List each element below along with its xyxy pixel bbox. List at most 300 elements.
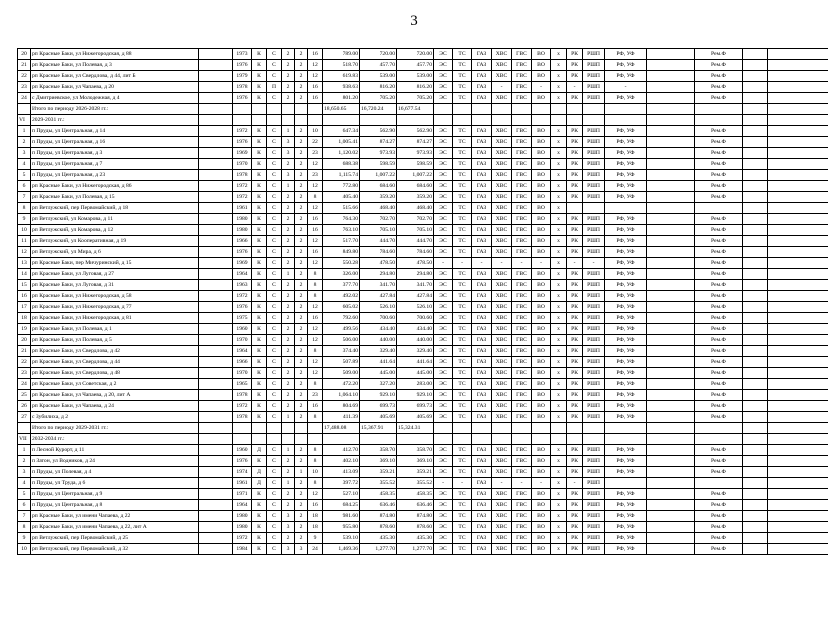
table-cell: ЭС — [434, 346, 453, 357]
table-cell: 3 — [282, 170, 295, 181]
table-cell: 2 — [295, 291, 308, 302]
table-cell: ХВС — [492, 313, 512, 324]
table-cell: ХВС — [492, 236, 512, 247]
table-cell — [647, 258, 695, 269]
table-cell: ТС — [453, 170, 472, 181]
table-cell: 457.70 — [360, 60, 397, 71]
table-cell: Д — [252, 478, 267, 489]
table-cell: ХВС — [492, 280, 512, 291]
table-cell: ГВС — [512, 324, 532, 335]
table-cell: 413.09 — [323, 467, 360, 478]
table-cell: К — [252, 126, 267, 137]
table-cell: ТС — [453, 544, 472, 555]
table-cell: РФ, УФ — [605, 247, 647, 258]
table-cell — [199, 60, 233, 71]
table-cell: 2 — [282, 390, 295, 401]
table-cell: ГАЗ — [472, 412, 492, 423]
table-row — [18, 522, 828, 533]
table-cell: РШП — [583, 137, 605, 148]
table-cell: 24 — [18, 93, 31, 104]
table-cell: ХВС — [492, 390, 512, 401]
table-cell: 434.40 — [360, 324, 397, 335]
address-cell: рп Красные Баки, ул Нижегородская, д 77 — [31, 302, 199, 313]
table-cell: РШП — [583, 181, 605, 192]
table-cell: Рем.Ф — [695, 467, 743, 478]
address-cell: с Дмитриевское, ул Молодежная, д 4 — [31, 93, 199, 104]
table-cell — [647, 445, 695, 456]
table-cell: 700.60 — [360, 313, 397, 324]
table-cell: 16 — [308, 82, 323, 93]
table-cell: Рем.Ф — [695, 489, 743, 500]
table-cell: К — [252, 357, 267, 368]
table-cell: ТС — [453, 49, 472, 60]
period-total-value: 15,367.91 — [360, 423, 397, 434]
table-cell: ВО — [532, 522, 551, 533]
table-cell: ГВС — [512, 291, 532, 302]
address-cell: п Пруды, ул Центральная, д 8 — [31, 500, 199, 511]
table-cell — [199, 511, 233, 522]
table-cell: 8 — [308, 456, 323, 467]
table-cell: К — [252, 302, 267, 313]
table-cell: 705.10 — [397, 225, 434, 236]
table-cell: 16 — [18, 291, 31, 302]
table-cell: 1961 — [233, 478, 252, 489]
table-cell: РФ, УФ — [605, 60, 647, 71]
address-cell: п Пруды, ул Труда, д 6 — [31, 478, 199, 489]
table-cell: х — [551, 500, 567, 511]
table-cell: 24 — [18, 379, 31, 390]
table-cell: РШП — [583, 467, 605, 478]
table-cell: С — [267, 192, 282, 203]
table-cell: ВО — [532, 456, 551, 467]
table-cell: 10 — [308, 467, 323, 478]
table-cell — [647, 181, 695, 192]
table-cell: 1971 — [233, 489, 252, 500]
table-cell: ГАЗ — [472, 225, 492, 236]
table-cell: ГАЗ — [472, 313, 492, 324]
table-cell: С — [267, 533, 282, 544]
table-cell: ГАЗ — [472, 137, 492, 148]
table-cell: 562.90 — [360, 126, 397, 137]
table-cell: РШП — [583, 357, 605, 368]
table-cell: ЭС — [434, 412, 453, 423]
table-cell: 1 — [282, 181, 295, 192]
table-row — [18, 467, 828, 478]
table-cell: 20 — [18, 49, 31, 60]
table-cell: 22 — [18, 71, 31, 82]
table-cell: С — [267, 467, 282, 478]
table-cell: ХВС — [492, 379, 512, 390]
table-cell: 702.70 — [360, 214, 397, 225]
table-cell: 874.27 — [360, 137, 397, 148]
table-cell: ЭС — [434, 137, 453, 148]
table-cell: ВО — [532, 346, 551, 357]
table-cell: Рем.Ф — [695, 412, 743, 423]
address-cell: рп Ветлужский, ул Кооперативная, д 19 — [31, 236, 199, 247]
table-cell: 5 — [18, 489, 31, 500]
table-cell: ХВС — [492, 445, 512, 456]
table-cell: 2 — [295, 247, 308, 258]
table-cell: ВО — [532, 247, 551, 258]
table-cell: С — [267, 159, 282, 170]
table-cell: 784.60 — [360, 247, 397, 258]
table-row — [18, 357, 828, 368]
table-cell: ВО — [532, 390, 551, 401]
table-cell: Рем.Ф — [695, 60, 743, 71]
table-cell: ГВС — [512, 456, 532, 467]
table-cell: ГВС — [512, 412, 532, 423]
table-cell: ТС — [453, 203, 472, 214]
table-cell: ЭС — [434, 390, 453, 401]
table-cell — [199, 445, 233, 456]
table-cell: 874.27 — [397, 137, 434, 148]
table-cell: - — [567, 82, 583, 93]
table-cell: ТС — [453, 126, 472, 137]
table-cell: 1964 — [233, 269, 252, 280]
table-cell: х — [551, 181, 567, 192]
table-cell: х — [551, 247, 567, 258]
table-cell: РК — [567, 467, 583, 478]
table-cell: 2 — [295, 313, 308, 324]
table-cell: ХВС — [492, 203, 512, 214]
table-cell — [567, 203, 583, 214]
table-cell: 2 — [282, 214, 295, 225]
table-cell: РК — [567, 401, 583, 412]
period-total-row — [18, 104, 828, 115]
table-cell: 1969 — [233, 258, 252, 269]
table-cell: 6 — [18, 500, 31, 511]
table-cell: ГАЗ — [472, 335, 492, 346]
table-cell: Рем.Ф — [695, 544, 743, 555]
table-cell — [647, 412, 695, 423]
table-cell: 2 — [282, 401, 295, 412]
table-cell: 2 — [295, 401, 308, 412]
period-total-value: 18,650.65 — [323, 104, 360, 115]
table-cell: 2 — [282, 203, 295, 214]
table-cell: 440.00 — [360, 335, 397, 346]
table-cell: ВО — [532, 412, 551, 423]
table-cell: Рем.Ф — [695, 49, 743, 60]
table-cell: 1978 — [233, 390, 252, 401]
table-cell: 1964 — [233, 346, 252, 357]
table-cell: 8 — [308, 280, 323, 291]
table-cell: 1976 — [233, 456, 252, 467]
table-row — [18, 456, 828, 467]
table-cell: ЭС — [434, 71, 453, 82]
table-cell: 9 — [18, 214, 31, 225]
table-cell: 1980 — [233, 522, 252, 533]
table-cell: 12 — [308, 71, 323, 82]
table-cell: х — [551, 93, 567, 104]
table-cell: РК — [567, 533, 583, 544]
table-cell: ГАЗ — [472, 456, 492, 467]
table-cell: РК — [567, 214, 583, 225]
table-cell — [199, 489, 233, 500]
table-cell: К — [252, 49, 267, 60]
table-cell: ХВС — [492, 269, 512, 280]
table-cell: 3 — [295, 544, 308, 555]
table-cell: ГАЗ — [472, 379, 492, 390]
table-cell: 688.38 — [323, 159, 360, 170]
table-cell — [647, 71, 695, 82]
table-row — [18, 412, 828, 423]
table-cell: РК — [567, 412, 583, 423]
table-cell: 2 — [282, 533, 295, 544]
table-cell: 2 — [295, 203, 308, 214]
table-cell: ЭС — [434, 445, 453, 456]
table-cell: ХВС — [492, 60, 512, 71]
table-cell: 427.84 — [360, 291, 397, 302]
table-cell: К — [252, 335, 267, 346]
table-cell: ГАЗ — [472, 203, 492, 214]
table-cell: С — [267, 148, 282, 159]
table-cell: 2 — [295, 280, 308, 291]
table-cell: 341.70 — [360, 280, 397, 291]
table-cell: 1,469.36 — [323, 544, 360, 555]
table-cell: 506.00 — [323, 335, 360, 346]
table-cell: ХВС — [492, 456, 512, 467]
table-cell: ЭС — [434, 291, 453, 302]
table-cell: РФ, УФ — [605, 445, 647, 456]
table-cell: 2 — [295, 445, 308, 456]
table-cell: Рем.Ф — [695, 346, 743, 357]
address-cell: рп Красные Баки, ул Полевая, д 15 — [31, 192, 199, 203]
table-cell: ГАЗ — [472, 368, 492, 379]
table-cell: ГВС — [512, 368, 532, 379]
table-cell — [199, 148, 233, 159]
table-cell: РШП — [583, 335, 605, 346]
table-cell — [647, 324, 695, 335]
table-cell: Рем.Ф — [695, 280, 743, 291]
table-cell — [605, 478, 647, 489]
table-cell: РК — [567, 60, 583, 71]
table-cell: Рем.Ф — [695, 456, 743, 467]
table-cell: ТС — [453, 137, 472, 148]
table-row — [18, 500, 828, 511]
table-row — [18, 379, 828, 390]
table-cell: Рем.Ф — [695, 522, 743, 533]
table-cell: х — [551, 291, 567, 302]
table-cell — [199, 544, 233, 555]
table-cell: К — [252, 203, 267, 214]
table-cell: 445.00 — [397, 368, 434, 379]
table-cell: х — [551, 346, 567, 357]
table-cell: РК — [567, 137, 583, 148]
table-cell: х — [551, 137, 567, 148]
table-cell: РФ, УФ — [605, 137, 647, 148]
table-cell: С — [267, 368, 282, 379]
table-cell: х — [551, 170, 567, 181]
table-cell: - — [453, 478, 472, 489]
table-row — [18, 214, 828, 225]
table-row — [18, 225, 828, 236]
period-section-row — [18, 434, 828, 445]
table-cell: ВО — [532, 148, 551, 159]
address-cell: рп Красные Баки, ул Чапаева, д 24 — [31, 401, 199, 412]
table-cell: Д — [252, 445, 267, 456]
table-cell: х — [551, 236, 567, 247]
table-cell: ЭС — [434, 280, 453, 291]
table-cell: 636.46 — [360, 500, 397, 511]
section-number: VI — [18, 115, 31, 126]
table-cell — [605, 203, 647, 214]
table-cell: - — [583, 258, 605, 269]
table-cell: Рем.Ф — [695, 247, 743, 258]
table-cell: РК — [567, 313, 583, 324]
table-cell: ГАЗ — [472, 181, 492, 192]
table-cell: 374.40 — [323, 346, 360, 357]
table-cell: ТС — [453, 60, 472, 71]
table-row — [18, 445, 828, 456]
table-cell: Рем.Ф — [695, 324, 743, 335]
table-cell: х — [551, 258, 567, 269]
table-cell: РК — [567, 181, 583, 192]
table-cell: РФ, УФ — [605, 401, 647, 412]
table-cell: РШП — [583, 346, 605, 357]
table-cell: Рем.Ф — [695, 71, 743, 82]
table-cell: К — [252, 456, 267, 467]
table-cell — [647, 500, 695, 511]
table-cell: ВО — [532, 335, 551, 346]
period-total-row — [18, 423, 828, 434]
address-cell: рп Красные Баки, ул Чапаева, д 20, лит А — [31, 390, 199, 401]
table-cell: 355.52 — [360, 478, 397, 489]
table-cell: ЭС — [434, 335, 453, 346]
table-cell: 8 — [308, 291, 323, 302]
table-cell: 929.10 — [360, 390, 397, 401]
table-cell: ВО — [532, 49, 551, 60]
table-cell: РШП — [583, 269, 605, 280]
table-cell: ГВС — [512, 357, 532, 368]
address-cell: п Пруды, ул Центральная, д 9 — [31, 489, 199, 500]
table-cell — [647, 236, 695, 247]
table-cell: 1976 — [233, 137, 252, 148]
table-cell: РК — [567, 335, 583, 346]
table-cell: ГАЗ — [472, 148, 492, 159]
table-cell: К — [252, 236, 267, 247]
table-cell: ГАЗ — [472, 302, 492, 313]
table-cell: Рем.Ф — [695, 170, 743, 181]
table-cell: К — [252, 313, 267, 324]
table-cell: 1 — [18, 126, 31, 137]
table-cell: РШП — [583, 511, 605, 522]
table-cell: 784.60 — [397, 247, 434, 258]
table-cell: х — [551, 126, 567, 137]
table-cell: 720.00 — [397, 49, 434, 60]
table-cell: РШП — [583, 214, 605, 225]
table-cell: х — [551, 82, 567, 93]
table-cell: ТС — [453, 390, 472, 401]
table-cell — [647, 313, 695, 324]
table-cell: х — [551, 159, 567, 170]
table-cell: РФ, УФ — [605, 522, 647, 533]
address-cell: рп Красные Баки, ул Нижегородская, д 81 — [31, 313, 199, 324]
table-cell: ВО — [532, 313, 551, 324]
table-cell: ГВС — [512, 192, 532, 203]
table-cell: 445.00 — [360, 368, 397, 379]
table-cell: 2 — [295, 137, 308, 148]
table-cell: 478.50 — [397, 258, 434, 269]
table-cell: 329.40 — [397, 346, 434, 357]
table-cell: 2 — [282, 489, 295, 500]
table-cell: РШП — [583, 544, 605, 555]
table-cell: х — [551, 313, 567, 324]
table-cell: ХВС — [492, 49, 512, 60]
table-cell: ГАЗ — [472, 445, 492, 456]
table-cell: ХВС — [492, 357, 512, 368]
table-row — [18, 544, 828, 555]
table-cell — [199, 412, 233, 423]
address-cell: рп Красные Баки, ул Нижегородская, д 88 — [31, 49, 199, 60]
table-cell: ТС — [453, 357, 472, 368]
table-cell: С — [267, 324, 282, 335]
table-cell: 397.72 — [323, 478, 360, 489]
table-cell: ГВС — [512, 181, 532, 192]
table-cell: Рем.Ф — [695, 258, 743, 269]
table-cell: РК — [567, 93, 583, 104]
table-cell: ВО — [532, 60, 551, 71]
table-cell: К — [252, 324, 267, 335]
table-cell: 2 — [295, 49, 308, 60]
table-cell: 23 — [18, 368, 31, 379]
table-cell: ВО — [532, 181, 551, 192]
table-cell: ГАЗ — [472, 170, 492, 181]
table-cell: К — [252, 93, 267, 104]
table-cell: РФ, УФ — [605, 148, 647, 159]
table-cell: ЭС — [434, 170, 453, 181]
table-cell: К — [252, 181, 267, 192]
table-cell: 377.70 — [323, 280, 360, 291]
table-cell: х — [551, 445, 567, 456]
table-cell: РШП — [583, 478, 605, 489]
table-cell: 1,277.70 — [360, 544, 397, 555]
table-cell: 16 — [308, 225, 323, 236]
table-row — [18, 170, 828, 181]
table-cell: ВО — [532, 126, 551, 137]
table-cell: ГВС — [512, 313, 532, 324]
table-cell: РФ, УФ — [605, 181, 647, 192]
table-cell: РФ, УФ — [605, 511, 647, 522]
table-cell: РШП — [583, 225, 605, 236]
table-cell: 699.73 — [397, 401, 434, 412]
table-cell: 1 — [282, 269, 295, 280]
table-cell: С — [267, 489, 282, 500]
table-cell: 478.50 — [360, 258, 397, 269]
table-cell: 1978 — [233, 82, 252, 93]
table-cell: ГАЗ — [472, 533, 492, 544]
table-cell: 12 — [308, 335, 323, 346]
table-cell: РК — [567, 225, 583, 236]
table-cell — [199, 522, 233, 533]
table-cell: 2 — [282, 258, 295, 269]
table-row — [18, 126, 828, 137]
table-cell: ТС — [453, 500, 472, 511]
table-cell: 8 — [308, 478, 323, 489]
address-cell: рп Ветлужский, ул Мира, д 6 — [31, 247, 199, 258]
table-cell: С — [267, 203, 282, 214]
table-cell: РШП — [583, 324, 605, 335]
table-cell: х — [551, 148, 567, 159]
address-cell: рп Ветлужский, пер Первомайский, д 18 — [31, 203, 199, 214]
table-cell: РФ, УФ — [605, 456, 647, 467]
table-cell: 2 — [295, 379, 308, 390]
table-row — [18, 203, 828, 214]
table-cell — [647, 203, 695, 214]
table-cell: ГАЗ — [472, 269, 492, 280]
table-cell: х — [551, 412, 567, 423]
table-cell: ЭС — [434, 324, 453, 335]
address-cell: рп Красные Баки, ул Свердлова, д 44, лит Б — [31, 71, 199, 82]
